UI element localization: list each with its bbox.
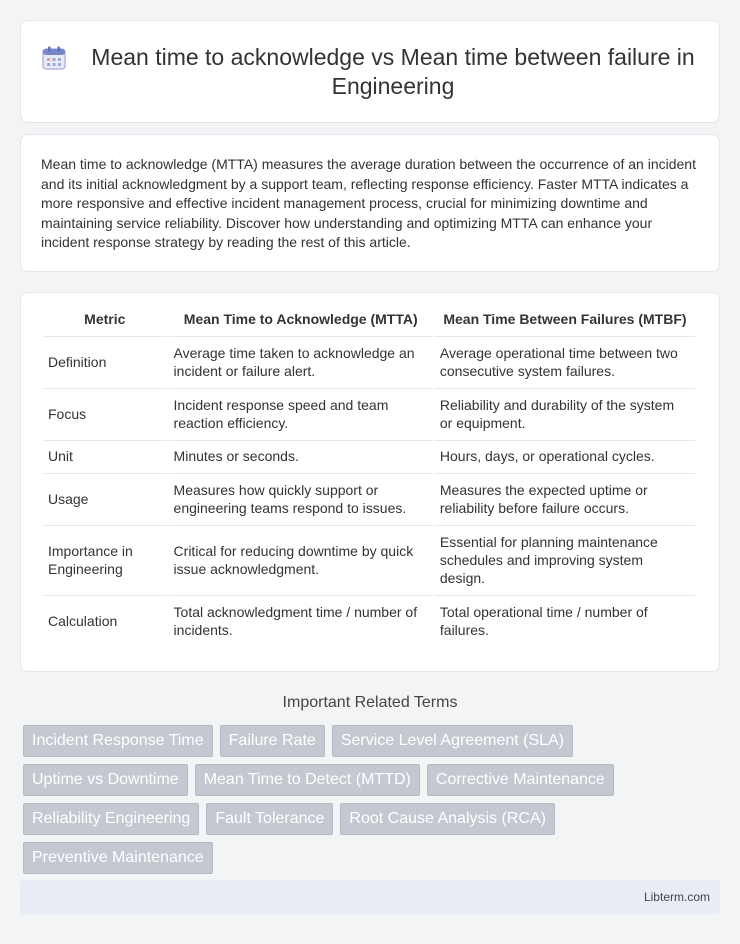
table-row (43, 336, 695, 386)
mtta-cell: Minutes or seconds. (169, 440, 433, 471)
header-mtbf: Mean Time Between Failures (MTBF) (443, 311, 687, 327)
related-terms-tags (23, 725, 723, 881)
mtbf-cell: Hours, days, or operational cycles. (435, 440, 695, 471)
tag-mttd[interactable]: Mean Time to Detect (MTTD) (195, 764, 420, 796)
footer-site-link[interactable]: Libterm.com (643, 890, 710, 904)
row-label: Importance in Engineering (43, 525, 167, 593)
tag-reliability-engineering[interactable]: Reliability Engineering (23, 803, 199, 835)
intro-card (20, 134, 720, 272)
header-metric: Metric (84, 311, 126, 327)
mtta-cell: Incident response speed and team reaction efficiency. (169, 388, 433, 438)
mtta-cell: Measures how quickly support or engineering teams respond to issues. (169, 473, 433, 523)
mtbf-cell: Average operational time between two consecutive system failures. (435, 336, 695, 386)
row-label: Unit (43, 440, 167, 471)
row-label: Focus (43, 388, 167, 438)
mtta-cell: Average time taken to acknowledge an incident or failure alert. (169, 336, 433, 386)
comparison-card (20, 292, 720, 672)
tag-preventive-maintenance[interactable]: Preventive Maintenance (23, 842, 213, 874)
title-wrap (41, 43, 699, 101)
calendar-icon (41, 45, 67, 71)
title-card (20, 20, 720, 123)
table-header-row (43, 305, 695, 334)
tag-incident-response-time[interactable]: Incident Response Time (23, 725, 213, 757)
table-row (43, 473, 695, 523)
mtbf-cell: Essential for planning maintenance schedules and improving system design. (435, 525, 695, 593)
comparison-table (41, 303, 697, 647)
tag-corrective-maintenance[interactable]: Corrective Maintenance (427, 764, 614, 796)
row-label: Calculation (43, 595, 167, 645)
tag-failure-rate[interactable]: Failure Rate (220, 725, 325, 757)
row-label: Definition (43, 336, 167, 386)
related-terms-heading: Important Related Terms (282, 694, 458, 711)
page-title: Mean time to acknowledge vs Mean time between failure in Engineering (91, 43, 695, 99)
table-row (43, 525, 695, 593)
intro-paragraph: Mean time to acknowledge (MTTA) measures the average duration between the occurrence of an incident and its initial acknowledgment by a support team, reflecting response efficiency. Faster MTTA indicates a more responsive and effective incident management process, crucial for minimizing downtime and maintaining service reliability. Discover how understanding and optimizing MTTA can enhance your incident response strategy by reading the rest of this article. (41, 156, 696, 251)
mtta-cell: Total acknowledgment time / number of incidents. (169, 595, 433, 645)
table-row (43, 440, 695, 471)
table-row (43, 595, 695, 645)
mtbf-cell: Measures the expected uptime or reliability before failure occurs. (435, 473, 695, 523)
mtbf-cell: Total operational time / number of failures. (435, 595, 695, 645)
header-mtta: Mean Time to Acknowledge (MTTA) (183, 311, 418, 327)
tag-uptime-vs-downtime[interactable]: Uptime vs Downtime (23, 764, 188, 796)
table-row (43, 388, 695, 438)
tag-sla[interactable]: Service Level Agreement (SLA) (332, 725, 573, 757)
footer (20, 880, 720, 914)
tag-fault-tolerance[interactable]: Fault Tolerance (206, 803, 333, 835)
row-label: Usage (43, 473, 167, 523)
tag-rca[interactable]: Root Cause Analysis (RCA) (340, 803, 555, 835)
mtbf-cell: Reliability and durability of the system or equipment. (435, 388, 695, 438)
mtta-cell: Critical for reducing downtime by quick issue acknowledgment. (169, 525, 433, 593)
